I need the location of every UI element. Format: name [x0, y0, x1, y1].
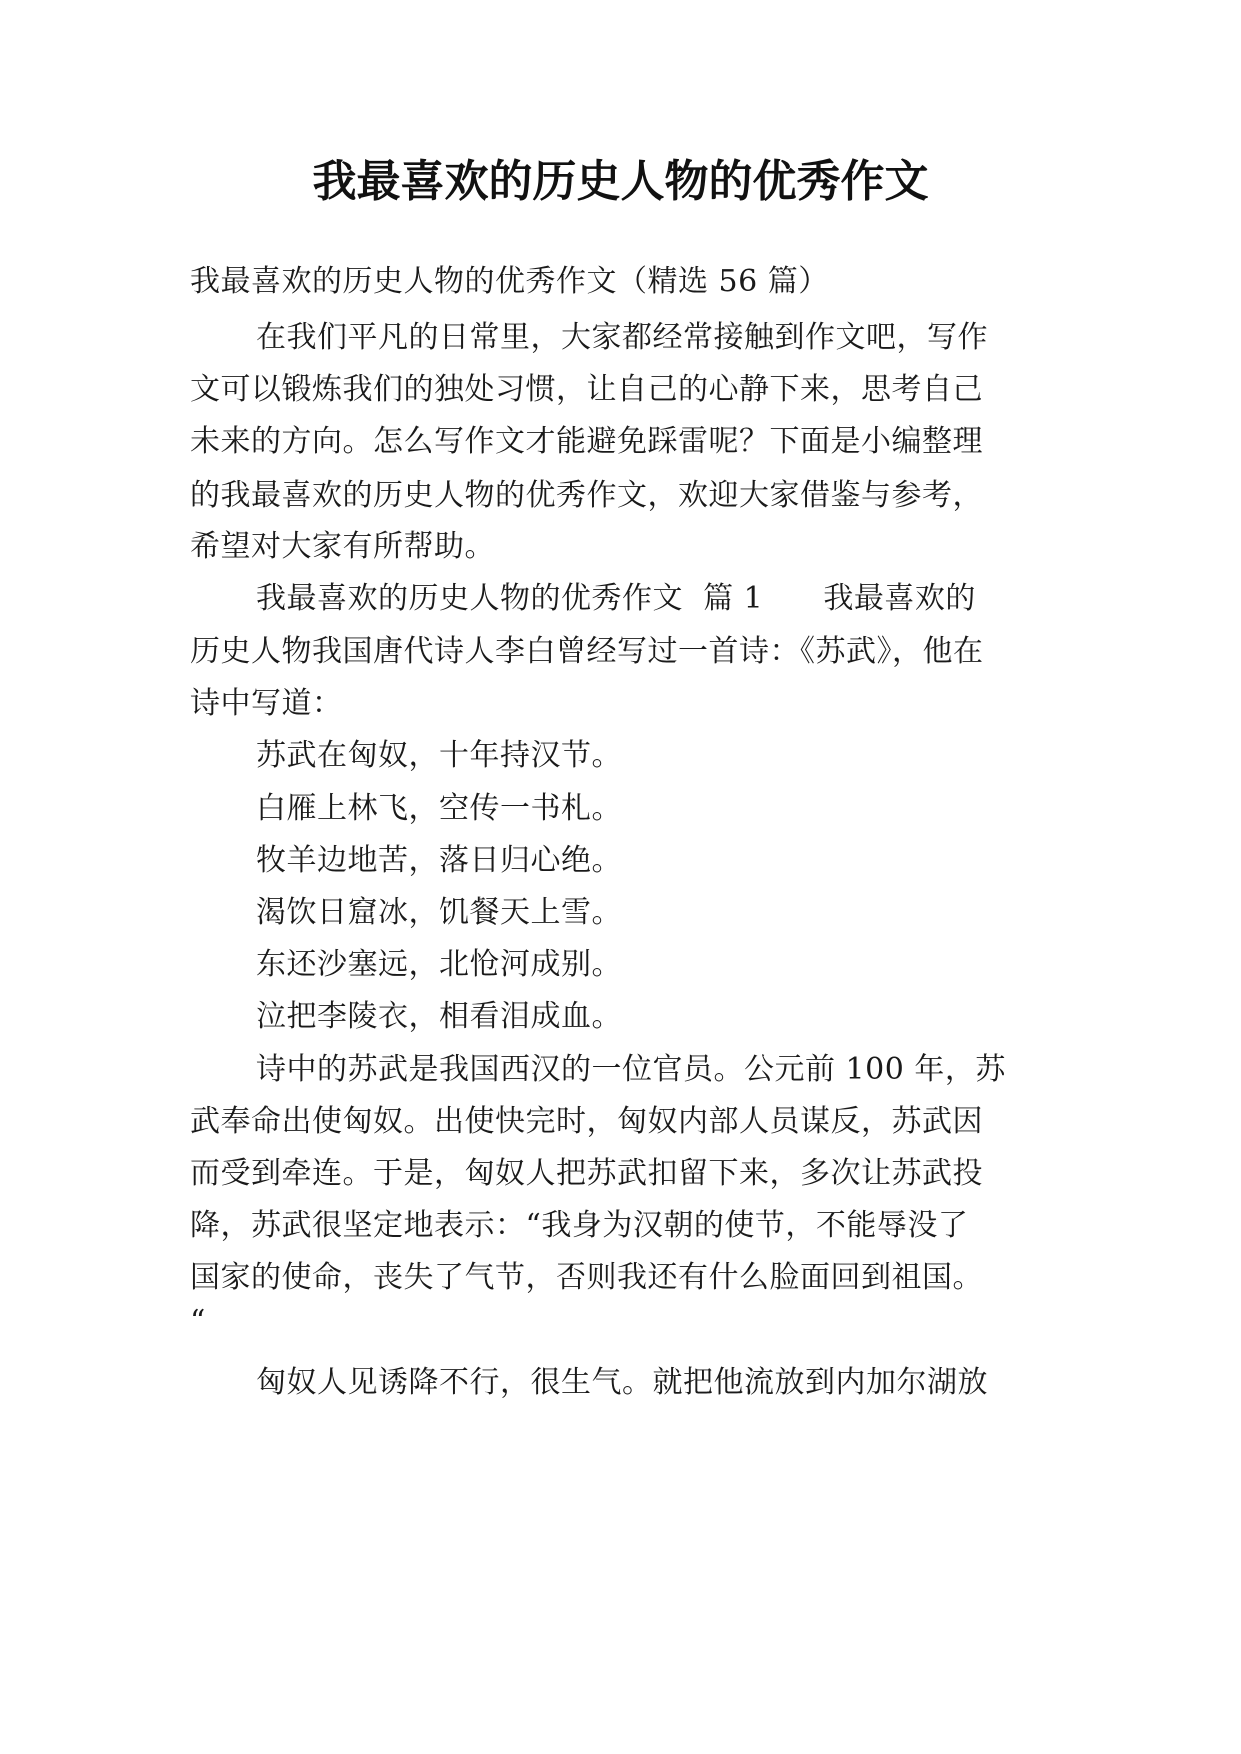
- paragraph-line: “: [190, 1304, 206, 1339]
- paragraph-line: 而受到牵连。于是，匈奴人把苏武扣留下来，多次让苏武投: [190, 1156, 983, 1191]
- paragraph-line: 诗中的苏武是我国西汉的一位官员。公元前 100 年，苏: [256, 1052, 1006, 1087]
- poem-line: 牧羊边地苦，落日归心绝。: [256, 843, 622, 878]
- subtitle-line: 我最喜欢的历史人物的优秀作文（精选 56 篇）: [190, 264, 829, 299]
- intro-line: 未来的方向。怎么写作文才能避免踩雷呢？下面是小编整理: [190, 424, 983, 459]
- document-title: 我最喜欢的历史人物的优秀作文: [312, 156, 929, 207]
- poem-line: 泣把李陵衣，相看泪成血。: [256, 999, 622, 1034]
- poem-line: 苏武在匈奴，十年持汉节。: [256, 738, 622, 773]
- intro-line: 希望对大家有所帮助。: [190, 529, 495, 564]
- paragraph-line: 国家的使命，丧失了气节，否则我还有什么脸面回到祖国。: [190, 1260, 983, 1295]
- poem-line: 渴饮日窟冰，饥餐天上雪。: [256, 895, 622, 930]
- paragraph-line: 武奉命出使匈奴。出使快完时，匈奴内部人员谋反，苏武因: [190, 1104, 983, 1139]
- paragraph-line: 降，苏武很坚定地表示：“我身为汉朝的使节，不能辱没了: [190, 1208, 969, 1243]
- essay-line: 诗中写道：: [190, 686, 343, 721]
- intro-line: 在我们平凡的日常里，大家都经常接触到作文吧，写作: [256, 320, 988, 355]
- poem-line: 东还沙塞远，北怆河成别。: [256, 947, 622, 982]
- essay-heading-line: 我最喜欢的历史人物的优秀作文 篇 1 我最喜欢的: [256, 581, 976, 616]
- intro-line: 的我最喜欢的历史人物的优秀作文，欢迎大家借鉴与参考，: [190, 478, 983, 513]
- essay-line: 历史人物我国唐代诗人李白曾经写过一首诗：《苏武》，他在: [190, 634, 984, 669]
- intro-line: 文可以锻炼我们的独处习惯，让自己的心静下来，思考自己: [190, 372, 983, 407]
- poem-line: 白雁上林飞，空传一书札。: [256, 791, 622, 826]
- paragraph-line: 匈奴人见诱降不行，很生气。就把他流放到内加尔湖放: [256, 1365, 988, 1400]
